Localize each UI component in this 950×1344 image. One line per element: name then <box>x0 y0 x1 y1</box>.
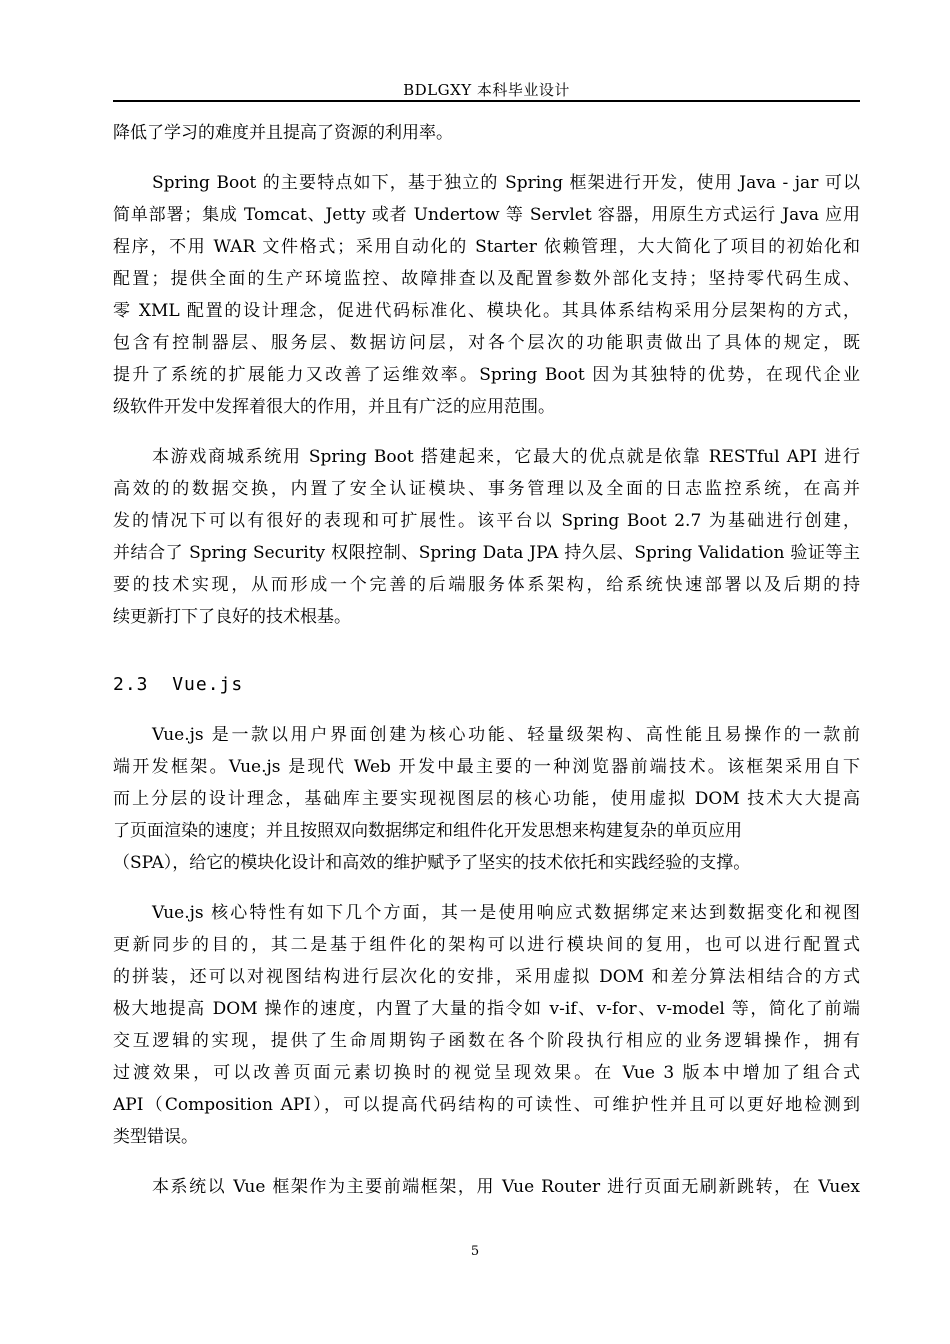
text-line: Vue.js 核心特性有如下几个方面，其一是使用响应式数据绑定来达到数据变化和视图 <box>152 903 860 923</box>
text-line: 类型错误。 <box>113 1127 198 1147</box>
paragraph <box>113 1171 860 1203</box>
text-line: 端开发框架。Vue.js 是现代 Web 开发中最主要的一种浏览器前端技术。该框架采用自下 <box>113 757 860 777</box>
section-title: Vue.js <box>172 674 244 695</box>
text-line: 续更新打下了良好的技术根基。 <box>113 607 351 627</box>
text-line: 级软件开发中发挥着很大的作用，并且有广泛的应用范围。 <box>113 397 555 417</box>
page-number: 5 <box>470 1244 480 1259</box>
text-line: Vue.js 是一款以用户界面创建为核心功能、轻量级架构、高性能且易操作的一款前 <box>152 725 860 745</box>
body-text <box>113 117 860 1203</box>
header-rule <box>113 100 860 102</box>
text-line: 交互逻辑的实现，提供了生命周期钩子函数在各个阶段执行相应的业务逻辑操作，拥有 <box>113 1031 860 1051</box>
text-line: （SPA），给它的模块化设计和高效的维护赋予了坚实的技术依托和实践经验的支撑。 <box>113 853 751 873</box>
text-line: 配置；提供全面的生产环境监控、故障排查以及配置参数外部化支持；坚持零代码生成、 <box>113 269 860 289</box>
text-line: 了页面渲染的速度；并且按照双向数据绑定和组件化开发思想来构建复杂的单页应用 <box>113 821 742 841</box>
text-line: 程序，不用 WAR 文件格式；采用自动化的 Starter 依赖管理，大大简化了项目的初始化和 <box>113 237 860 257</box>
paragraph <box>113 719 860 879</box>
text-line: 发的情况下可以有很好的表现和可扩展性。该平台以 Spring Boot 2.7 为基础进行创建， <box>113 511 860 531</box>
text-line: 的拼装，还可以对视图结构进行层次化的安排，采用虚拟 DOM 和差分算法相结合的方式 <box>113 967 860 987</box>
text-line: 包含有控制器层、服务层、数据访问层，对各个层次的功能职责做出了具体的规定，既 <box>113 333 860 353</box>
paragraph <box>113 441 860 633</box>
paragraph <box>113 117 860 149</box>
text-line: 零 XML 配置的设计理念，促进代码标准化、模块化。其具体系结构采用分层架构的方式， <box>113 301 860 321</box>
text-line: 并结合了 Spring Security 权限控制、Spring Data JPA 持久层、Spring Validation 验证等主 <box>113 543 860 563</box>
text-line: 过渡效果，可以改善页面元素切换时的视觉呈现效果。在 Vue 3 版本中增加了组合式 <box>113 1063 860 1083</box>
text-line: 更新同步的目的，其二是基于组件化的架构可以进行模块间的复用，也可以进行配置式 <box>113 935 860 955</box>
text-line: 简单部署；集成 Tomcat、Jetty 或者 Undertow 等 Servlet 容器，用原生方式运行 Java 应用 <box>113 205 860 225</box>
text-line: 而上分层的设计理念，基础库主要实现视图层的核心功能，使用虚拟 DOM 技术大大提高 <box>113 789 860 809</box>
section-heading <box>113 667 860 703</box>
paragraph <box>113 167 860 423</box>
text-line: Spring Boot 的主要特点如下，基于独立的 Spring 框架进行开发，使用 Java - jar 可以 <box>152 173 860 193</box>
text-line: 本游戏商城系统用 Spring Boot 搭建起来，它最大的优点就是依靠 RESTful API 进行 <box>152 447 860 467</box>
text-line: 要的技术实现，从而形成一个完善的后端服务体系架构，给系统快速部署以及后期的持 <box>113 575 860 595</box>
text-line: 提升了系统的扩展能力又改善了运维效率。Spring Boot 因为其独特的优势，在现代企业 <box>113 365 860 385</box>
text-line: 降低了学习的难度并且提高了资源的利用率。 <box>113 123 453 143</box>
paragraph <box>113 897 860 1153</box>
text-line: 极大地提高 DOM 操作的速度，内置了大量的指令如 v-if、v-for、v-model 等，简化了前端 <box>113 999 860 1019</box>
section-number: 2.3 <box>113 674 149 695</box>
running-header: BDLGXY 本科毕业设计 <box>403 81 570 99</box>
text-line: 高效的的数据交换，内置了安全认证模块、事务管理以及全面的日志监控系统，在高并 <box>113 479 860 499</box>
text-line: API（Composition API），可以提高代码结构的可读性、可维护性并且可以更好地检测到 <box>113 1095 860 1115</box>
text-line: 本系统以 Vue 框架作为主要前端框架，用 Vue Router 进行页面无刷新跳转，在 Vuex <box>152 1177 860 1197</box>
